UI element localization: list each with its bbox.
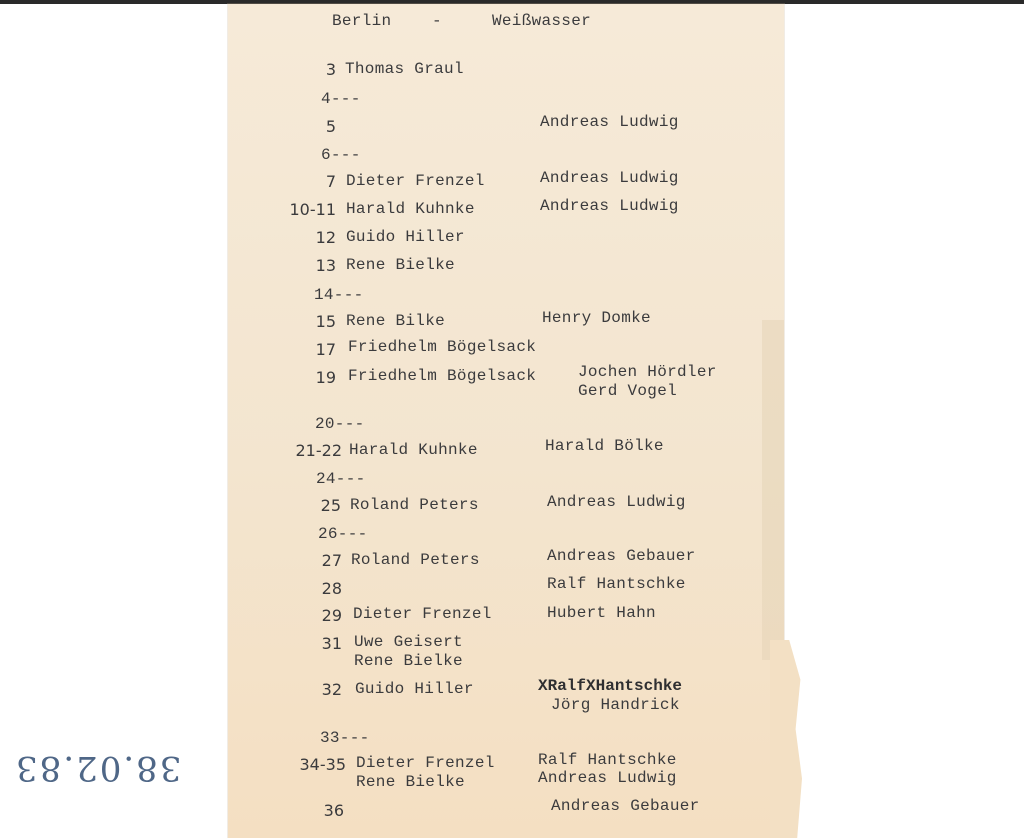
home-player-second: Rene Bielke: [356, 773, 465, 791]
home-player: Dieter Frenzel: [356, 754, 495, 772]
away-player-second: Jörg Handrick: [551, 696, 680, 714]
away-player: Hubert Hahn: [547, 604, 656, 622]
home-player: Roland Peters: [351, 551, 480, 569]
home-player: Harald Kuhnke: [349, 441, 478, 459]
row-number: 17: [315, 340, 336, 359]
row-number: 3: [325, 60, 336, 79]
home-player: Friedhelm Bögelsack: [348, 367, 537, 385]
row-number: 5: [325, 117, 336, 136]
row-number: 19: [315, 368, 336, 387]
home-player: Harald Kuhnke: [346, 200, 475, 218]
row-number: 14---: [314, 286, 364, 304]
row-number: 15: [315, 312, 336, 331]
home-player-second: Rene Bielke: [354, 652, 463, 670]
row-number: 12: [315, 228, 336, 247]
row-number: 4---: [321, 90, 361, 108]
away-player: Andreas Gebauer: [547, 547, 696, 565]
row-number: 28: [321, 579, 342, 598]
row-number: 36: [323, 801, 344, 820]
row-number: 25: [320, 496, 341, 515]
row-number: 6---: [321, 146, 361, 164]
away-player: Andreas Ludwig: [547, 493, 686, 511]
away-player: Andreas Gebauer: [551, 797, 700, 815]
away-player: Jochen Hördler: [578, 363, 717, 381]
away-player-second: Gerd Vogel: [578, 382, 678, 400]
row-number: 29: [321, 606, 342, 625]
away-player: Andreas Ludwig: [540, 113, 679, 131]
away-player-second: Andreas Ludwig: [538, 769, 677, 787]
home-player: Rene Bilke: [346, 312, 446, 330]
home-player: Guido Hiller: [355, 680, 474, 698]
away-player: Andreas Ludwig: [540, 197, 679, 215]
home-player: Dieter Frenzel: [346, 172, 485, 190]
row-number: 20---: [315, 415, 365, 433]
home-player: Thomas Graul: [345, 60, 464, 78]
header-dash: -: [432, 12, 442, 30]
away-player: Ralf Hantschke: [547, 575, 686, 593]
row-number: 10-11: [289, 200, 336, 219]
row-number: 34-35: [299, 755, 346, 774]
away-player: Ralf Hantschke: [538, 751, 677, 769]
away-player: Henry Domke: [542, 309, 651, 327]
row-number: 7: [325, 172, 336, 191]
row-number: 13: [315, 256, 336, 275]
home-player: Uwe Geisert: [354, 633, 463, 651]
row-number: 21-22: [295, 441, 342, 460]
row-number: 32: [321, 680, 342, 699]
home-player: Dieter Frenzel: [353, 605, 492, 623]
row-number: 26---: [318, 525, 368, 543]
home-player: Friedhelm Bögelsack: [348, 338, 537, 356]
handwritten-date: 38.02.83: [14, 748, 182, 788]
header-right: Weißwasser: [492, 12, 592, 30]
row-number: 24---: [316, 470, 366, 488]
home-player: Roland Peters: [350, 496, 479, 514]
paper-shadow: [762, 320, 784, 660]
row-number: 33---: [320, 729, 370, 747]
home-player: Guido Hiller: [346, 228, 465, 246]
paper-torn-edge: [770, 640, 802, 838]
row-number: 27: [321, 551, 342, 570]
row-number: 31: [321, 634, 342, 653]
struck-away-player: XRalfXHantschke: [538, 677, 683, 695]
away-player: Harald Bölke: [545, 437, 664, 455]
header-left: Berlin: [332, 12, 392, 30]
home-player: Rene Bielke: [346, 256, 455, 274]
away-player: Andreas Ludwig: [540, 169, 679, 187]
